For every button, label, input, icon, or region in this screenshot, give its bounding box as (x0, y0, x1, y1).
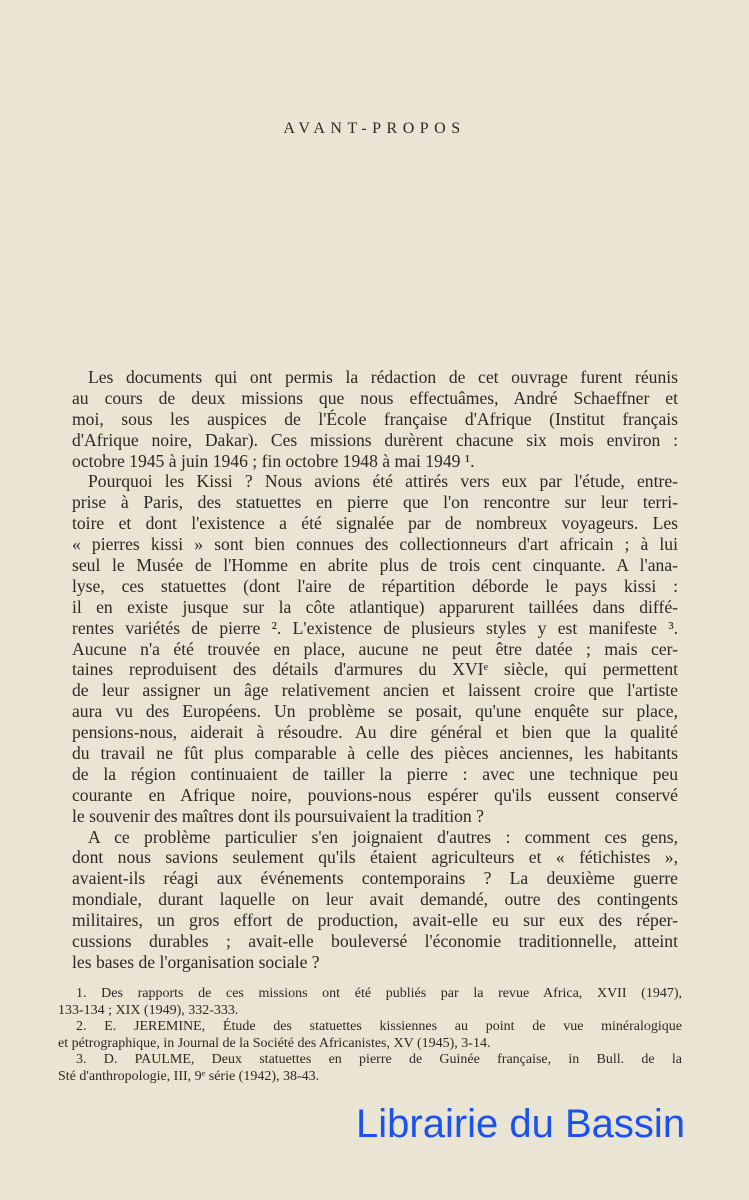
text-line: et pétrographique, in Journal de la Société des Africanistes, XV (1945), 3-14. (58, 1035, 491, 1051)
text-line: pensions-nous, aiderait à résoudre. Au dire général et bien que la qualité (72, 722, 678, 743)
text-line: A ce problème particulier s'en joignaient d'autres : comment ces gens, (88, 826, 678, 847)
text-line: d'Afrique noire, Dakar). Ces missions durèrent chacune six mois environ : (72, 429, 678, 450)
text-line: cussions durables ; avait-elle bouleversé l'économie traditionnelle, atteint (72, 931, 678, 952)
text-line: Pourquoi les Kissi ? Nous avions été attirés vers eux par l'étude, entre- (88, 471, 678, 492)
text-line: militaires, un gros effort de production, avait-elle eu sur eux des réper- (72, 910, 678, 931)
text-line: dont nous savions seulement qu'ils étaient agriculteurs et « fétichistes », (72, 847, 678, 868)
text-line: rentes variétés de pierre ². L'existence de plusieurs styles y est manifeste ³. (72, 617, 678, 638)
paragraph (72, 471, 678, 826)
text-line: moi, sous les auspices de l'École française d'Afrique (Institut français (72, 408, 678, 429)
text-line: taines reproduisent des détails d'armures du XVIᵉ siècle, qui permettent (72, 659, 678, 680)
footnote (58, 1052, 682, 1085)
footnote (58, 1019, 682, 1052)
text-line: les bases de l'organisation sociale ? (72, 951, 320, 972)
paragraph (72, 367, 678, 471)
text-line: Les documents qui ont permis la rédaction de cet ouvrage furent réunis (88, 367, 678, 387)
text-line: prise à Paris, des statuettes en pierre que l'on rencontre sur leur terri- (72, 492, 678, 513)
text-line: de leur assigner un âge relativement ancien et laissent croire que l'artiste (72, 680, 678, 701)
text-line: 133-134 ; XIX (1949), 332-333. (58, 1002, 239, 1018)
text-line: lyse, ces statuettes (dont l'aire de répartition déborde le pays kissi : (72, 575, 678, 596)
text-line: 2. E. JEREMINE, Étude des statuettes kissiennes au point de vue minéralogique (76, 1019, 682, 1034)
text-line: seul le Musée de l'Homme en abrite plus de trois cent cinquante. A l'ana- (72, 555, 678, 576)
text-line: aura vu des Européens. Un problème se posait, qu'une enquête sur place, (72, 701, 678, 722)
main-text (72, 367, 678, 973)
watermark: Librairie du Bassin (356, 1102, 686, 1146)
text-line: de la région continuaient de tailler la pierre : avec une technique peu (72, 763, 678, 784)
page-title: AVANT-PROPOS (283, 120, 466, 137)
text-line: il en existe jusque sur la côte atlantique) apparurent taillées dans diffé- (72, 596, 678, 617)
text-line: octobre 1945 à juin 1946 ; fin octobre 1948 à mai 1949 ¹. (72, 450, 475, 471)
text-line: du travail ne fût plus comparable à celle des pièces anciennes, les habitants (72, 743, 678, 764)
text-line: toire et dont l'existence a été signalée par de nombreux voyageurs. Les (72, 513, 678, 534)
footnote (58, 986, 682, 1019)
text-line: Aucune n'a été trouvée en place, aucune ne peut être datée ; mais cer- (72, 638, 678, 659)
text-line: le souvenir des maîtres dont ils poursuivaient la tradition ? (72, 805, 484, 826)
text-line: au cours de deux missions que nous effectuâmes, André Schaeffner et (72, 387, 678, 408)
text-line: « pierres kissi » sont bien connues des collectionneurs d'art africain ; à lui (72, 534, 678, 555)
text-line: 3. D. PAULME, Deux statuettes en pierre de Guinée française, in Bull. de la (76, 1052, 682, 1067)
text-line: avaient-ils réagi aux événements contemporains ? La deuxième guerre (72, 868, 678, 889)
paragraph (72, 827, 678, 973)
text-line: courante en Afrique noire, pouvions-nous espérer qu'ils eussent conservé (72, 784, 678, 805)
text-line: 1. Des rapports de ces missions ont été publiés par la revue Africa, XVII (1947), (76, 986, 682, 1001)
text-line: mondiale, durant laquelle on leur avait demandé, outre des contingents (72, 889, 678, 910)
footnotes (58, 986, 682, 1085)
text-line: Sté d'anthropologie, III, 9ᵉ série (1942), 38-43. (58, 1068, 320, 1084)
